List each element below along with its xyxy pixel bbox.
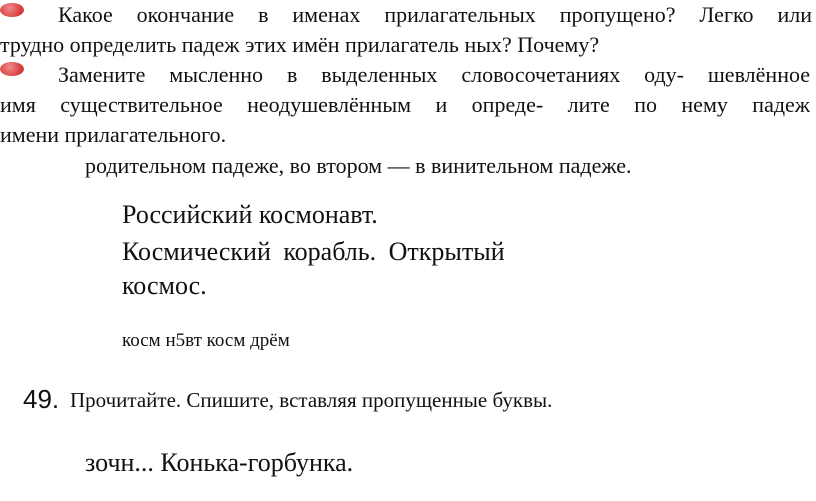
- red-bullet-icon: [0, 3, 24, 17]
- question2-line1: Замените мысленно в выделенных словосочетаниях оду- шевлённое: [58, 62, 810, 87]
- phrase-line-2: Космический корабль. Открытый: [122, 237, 505, 266]
- question1-line2: трудно определить падеж этих имён прилагатель ных? Почему?: [0, 32, 600, 57]
- exercise-instruction: Прочитайте. Спишите, вставляя пропущенные буквы.: [70, 388, 553, 412]
- question2-line3: имени прилагательного.: [0, 122, 227, 147]
- phrase-line-3: космос.: [122, 271, 207, 300]
- notes-line: косм н5вт косм дрём: [122, 330, 290, 351]
- phrase-line-1: Российский космонавт.: [122, 200, 378, 229]
- red-bullet-icon: [0, 62, 24, 76]
- question2-line2: имя существительное неодушевлённым и опреде- лите по нему падеж: [0, 92, 810, 117]
- question1-line1: Какое окончание в именах прилагательных пропущено? Легко или: [58, 2, 812, 27]
- answer-line: родительном падеже, во втором — в винительном падеже.: [85, 153, 632, 178]
- exercise-number: 49.: [23, 384, 60, 414]
- example-line: зочн... Конька-горбунка.: [85, 448, 354, 477]
